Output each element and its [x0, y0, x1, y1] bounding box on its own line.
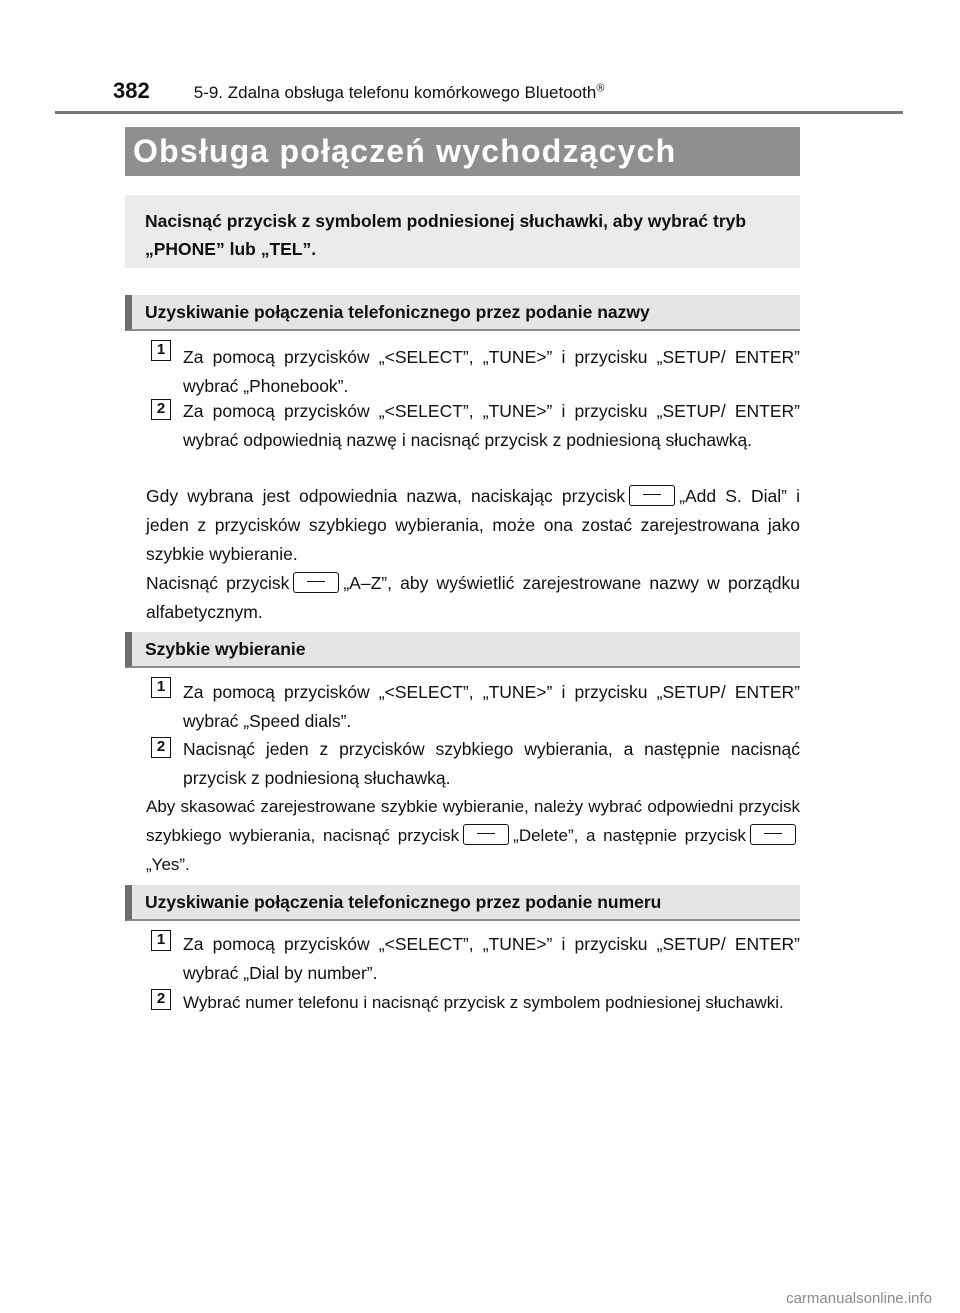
note-paragraph: Aby skasować zarejestrowane szybkie wybieranie, należy wybrać odpowiedni przycisk szybkiego wybierania, nacisnąć przycisk „Delete”, a następnie przycisk„Yes”. [146, 797, 800, 874]
step-text: Za pomocą przycisków „<SELECT”, „TUNE>” i przycisku „SETUP/ ENTER” wybrać „Phonebook”. [183, 347, 800, 396]
step-text: Za pomocą przycisków „<SELECT”, „TUNE>” i przycisku „SETUP/ ENTER” wybrać „Speed dials”. [183, 682, 800, 731]
step-number: 2 [151, 989, 171, 1010]
step-number: 2 [151, 737, 171, 758]
note-paragraph: Nacisnąć przycisk „A–Z”, aby wyświetlić zarejestrowane nazwy w porządku alfabetycznym. [146, 573, 800, 622]
section-heading-by-number: Uzyskiwanie połączenia telefonicznego przez podanie numeru [125, 885, 800, 921]
watermark: carmanualsonline.info [786, 1290, 932, 1307]
page-header [113, 78, 604, 104]
page-number: 382 [113, 78, 150, 103]
section-heading-speed-dial: Szybkie wybieranie [125, 632, 800, 668]
intro-box: Nacisnąć przycisk z symbolem podniesionej słuchawki, aby wybrać tryb „PHONE” lub „TEL”. [125, 195, 800, 268]
step-text: Wybrać numer telefonu i nacisnąć przycisk z symbolem podniesionej słuchawki. [183, 993, 784, 1012]
softkey-button-icon [750, 824, 796, 845]
step-number: 2 [151, 399, 171, 420]
note-paragraph: Gdy wybrana jest odpowiednia nazwa, naciskając przycisk „Add S. Dial” i jeden z przycisków szybkiego wybierania, może ona zostać zarejestrowana jako szybkie wybieranie. [146, 486, 800, 564]
step-number: 1 [151, 677, 171, 698]
step-number: 1 [151, 930, 171, 951]
chapter-title: 5-9. Zdalna obsługa telefonu komórkowego Bluetooth® [193, 82, 605, 102]
registered-mark: ® [596, 82, 605, 95]
step-number: 1 [151, 340, 171, 361]
page-title: Obsługa połączeń wychodzących [125, 127, 800, 176]
step-text: Za pomocą przycisków „<SELECT”, „TUNE>” i przycisku „SETUP/ ENTER” wybrać odpowiednią nazwę i nacisnąć przycisk z podniesioną słuchawką. [183, 401, 800, 450]
header-divider [55, 111, 903, 114]
softkey-button-icon [293, 572, 339, 593]
softkey-button-icon [463, 824, 509, 845]
section-heading-by-name: Uzyskiwanie połączenia telefonicznego przez podanie nazwy [125, 295, 800, 331]
step-text: Nacisnąć jeden z przycisków szybkiego wybierania, a następnie nacisnąć przycisk z podniesioną słuchawką. [183, 739, 800, 788]
softkey-button-icon [629, 485, 675, 506]
step-text: Za pomocą przycisków „<SELECT”, „TUNE>” i przycisku „SETUP/ ENTER” wybrać „Dial by number”. [183, 934, 800, 983]
